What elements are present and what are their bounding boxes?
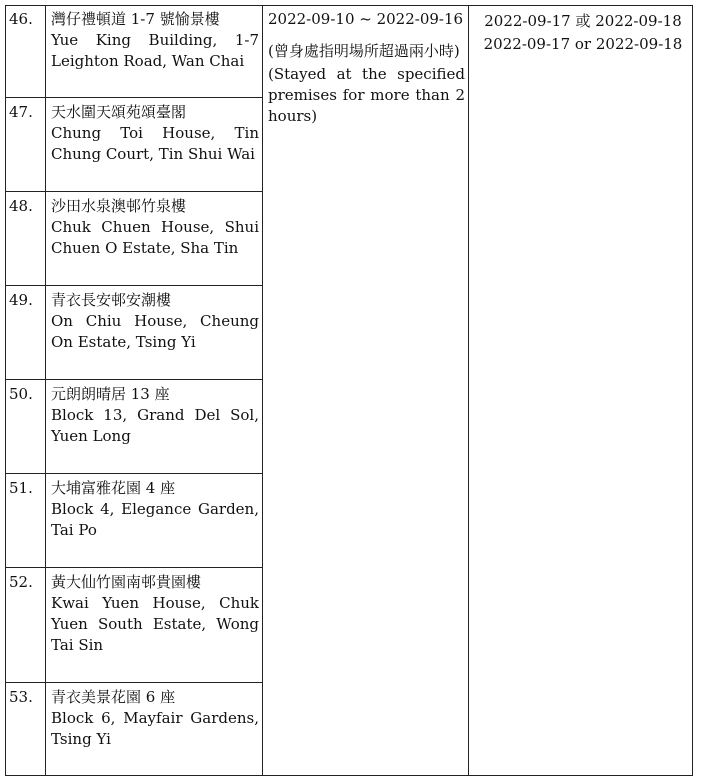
- premises-cell: [51, 196, 259, 259]
- test-dates-cell: [474, 10, 692, 56]
- visit-period-note-zh: (曾身處指明場所超過兩小時): [268, 42, 460, 60]
- row-number: 46.: [9, 10, 33, 28]
- premises-cell: [51, 9, 259, 72]
- visit-period-cell: [268, 9, 465, 127]
- row-number: 48.: [9, 197, 33, 215]
- premises-name-zh: 大埔富雅花園 4 座: [51, 479, 176, 497]
- premises-name-zh: 青衣長安邨安潮樓: [51, 291, 172, 309]
- column-divider-number: [45, 6, 46, 775]
- row-divider: [6, 473, 262, 474]
- premises-cell: [51, 572, 259, 656]
- premises-name-zh: 灣仔禮頓道 1-7 號愉景樓: [51, 10, 220, 28]
- row-number: 49.: [9, 291, 33, 309]
- test-dates-en: 2022-09-17 or 2022-09-18: [483, 35, 683, 53]
- premises-name-en: Yue King Building, 1-7 Leighton Road, Wan Chai: [51, 31, 259, 70]
- row-divider: [6, 285, 262, 286]
- premises-cell: [51, 290, 259, 353]
- visit-period-dates: 2022-09-10 ~ 2022-09-16: [268, 10, 464, 28]
- premises-cell: [51, 384, 259, 447]
- row-number: 52.: [9, 573, 33, 591]
- premises-name-zh: 元朗朗晴居 13 座: [51, 385, 170, 403]
- premises-name-zh: 天水圍天頌苑頌臺閣: [51, 103, 187, 121]
- premises-name-zh: 黃大仙竹園南邨貴園樓: [51, 573, 202, 591]
- premises-name-en: Block 6, Mayfair Gardens, Tsing Yi: [51, 709, 259, 748]
- premises-name-zh: 青衣美景花園 6 座: [51, 688, 176, 706]
- row-number: 50.: [9, 385, 33, 403]
- premises-cell: [51, 102, 259, 165]
- row-number: 51.: [9, 479, 33, 497]
- premises-name-en: Chuk Chuen House, Shui Chuen O Estate, Sha Tin: [51, 218, 259, 257]
- row-divider: [6, 97, 262, 98]
- premises-name-en: Chung Toi House, Tin Chung Court, Tin Shui Wai: [51, 124, 259, 163]
- premises-name-en: On Chiu House, Cheung On Estate, Tsing Yi: [51, 312, 259, 351]
- row-number: 47.: [9, 103, 33, 121]
- column-divider-period: [468, 6, 469, 775]
- premises-name-en: Kwai Yuen House, Chuk Yuen South Estate, Wong Tai Sin: [51, 594, 259, 654]
- row-number: 53.: [9, 688, 33, 706]
- premises-name-zh: 沙田水泉澳邨竹泉樓: [51, 197, 187, 215]
- premises-cell: [51, 687, 259, 750]
- premises-cell: [51, 478, 259, 541]
- row-divider: [6, 191, 262, 192]
- premises-table: [5, 5, 693, 776]
- premises-name-en: Block 13, Grand Del Sol, Yuen Long: [51, 406, 259, 445]
- row-divider: [6, 682, 262, 683]
- row-divider: [6, 379, 262, 380]
- column-divider-place: [262, 6, 263, 775]
- test-dates-zh: 2022-09-17 或 2022-09-18: [484, 12, 682, 30]
- row-divider: [6, 567, 262, 568]
- premises-name-en: Block 4, Elegance Garden, Tai Po: [51, 500, 259, 539]
- visit-period-note-en: (Stayed at the specified premises for more than 2 hours): [268, 65, 465, 125]
